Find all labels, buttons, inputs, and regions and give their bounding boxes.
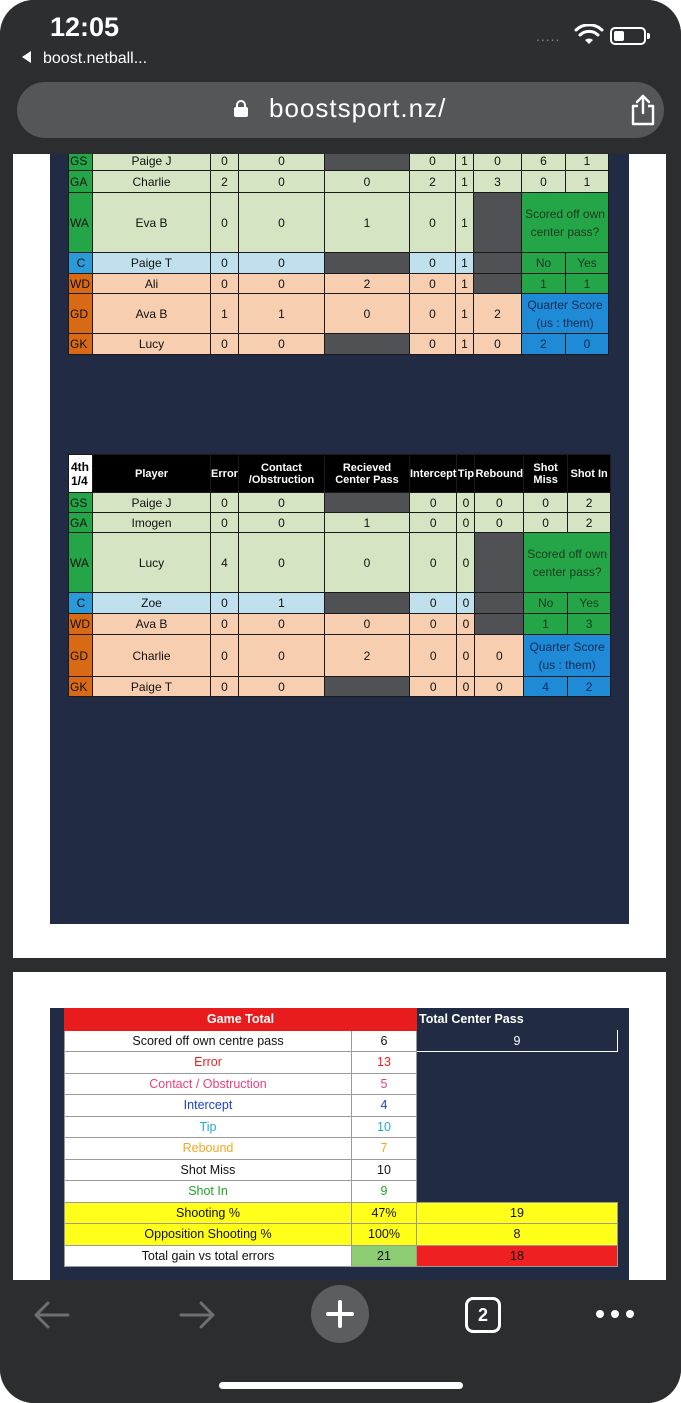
- table-cell: [325, 154, 410, 171]
- table-cell: 1: [325, 513, 410, 533]
- table-cell: Lucy: [93, 533, 211, 593]
- table-cell: 0: [211, 193, 239, 253]
- table-cell: 0: [239, 614, 325, 635]
- table-cell: 0: [457, 635, 475, 677]
- table-cell: Scored off own center pass?: [522, 193, 609, 253]
- table-cell: WD: [69, 274, 93, 294]
- table-cell: [325, 677, 410, 697]
- table-cell: 2: [211, 171, 239, 193]
- table-cell: 0: [457, 533, 475, 593]
- table-cell: 0: [474, 154, 522, 171]
- table-row: [69, 513, 611, 533]
- table-cell: 0: [524, 493, 568, 513]
- table-row: [69, 253, 609, 274]
- table-cell: Quarter Score (us : them): [524, 635, 611, 677]
- table-header-row: [65, 1009, 618, 1031]
- table-row: [65, 1224, 618, 1246]
- table-cell: Recieved Center Pass: [325, 455, 410, 493]
- table-cell: GK: [69, 677, 93, 697]
- table-cell: 0: [474, 334, 522, 355]
- table-cell: 4th 1/4: [69, 455, 93, 493]
- table-cell: Charlie: [93, 635, 211, 677]
- table-cell: 0: [410, 154, 456, 171]
- address-bar[interactable]: [17, 82, 664, 138]
- table-cell: 0: [211, 154, 239, 171]
- table-row: [69, 154, 609, 171]
- table-cell: [417, 1181, 618, 1203]
- table-cell: Error: [65, 1052, 352, 1074]
- table-cell: 5: [352, 1073, 417, 1095]
- table-cell: 2: [325, 274, 410, 294]
- table-cell: WD: [69, 614, 93, 635]
- table-cell: 0: [524, 513, 568, 533]
- table-cell: GS: [69, 154, 93, 171]
- table-cell: GK: [69, 334, 93, 355]
- table-cell: 1: [325, 193, 410, 253]
- table-cell: 0: [475, 513, 524, 533]
- table-cell: [417, 1138, 618, 1160]
- table-cell: GA: [69, 513, 93, 533]
- battery-icon: [610, 27, 646, 45]
- table-cell: [325, 334, 410, 355]
- table-cell: WA: [69, 193, 93, 253]
- table-cell: 0: [239, 493, 325, 513]
- table-row: [69, 635, 611, 677]
- table-cell: Tip: [457, 455, 475, 493]
- table-cell: 0: [566, 334, 609, 355]
- table-row: [65, 1159, 618, 1181]
- table-cell: 21: [352, 1245, 417, 1267]
- table-cell: Shooting %: [65, 1202, 352, 1224]
- table-cell: Ali: [93, 274, 211, 294]
- table-cell: 0: [457, 493, 475, 513]
- table-row: [69, 677, 611, 697]
- table-cell: Opposition Shooting %: [65, 1224, 352, 1246]
- table-cell: Eva B: [93, 193, 211, 253]
- table-row: [65, 1138, 618, 1160]
- table-cell: 0: [410, 513, 457, 533]
- table-cell: Error: [211, 455, 239, 493]
- table-cell: 6: [352, 1030, 417, 1052]
- table-cell: Intercept: [410, 455, 457, 493]
- table-cell: Lucy: [93, 334, 211, 355]
- table-cell: [417, 1095, 618, 1117]
- table-cell: 1: [456, 193, 474, 253]
- table-cell: Total gain vs total errors: [65, 1245, 352, 1267]
- table-row: [65, 1181, 618, 1203]
- table-cell: [475, 614, 524, 635]
- table-cell: 0: [410, 493, 457, 513]
- page-sheet-1: [13, 154, 666, 958]
- table-cell: 1: [456, 274, 474, 294]
- table-cell: Ava B: [93, 294, 211, 334]
- table-cell: Ava B: [93, 614, 211, 635]
- table-cell: Player: [93, 455, 211, 493]
- back-app-label: boost.netball...: [43, 50, 148, 67]
- table-cell: Shot In: [568, 455, 611, 493]
- table-cell: Yes: [566, 253, 609, 274]
- total-center-value: 9: [417, 1030, 618, 1052]
- table-cell: [474, 253, 522, 274]
- table-cell: 0: [410, 334, 456, 355]
- back-arrow-icon[interactable]: [32, 1300, 72, 1330]
- table-cell: [325, 253, 410, 274]
- table-cell: WA: [69, 533, 93, 593]
- table-cell: Tip: [65, 1116, 352, 1138]
- table-cell: GS: [69, 493, 93, 513]
- table-cell: 1: [239, 294, 325, 334]
- forward-arrow-icon[interactable]: [177, 1300, 217, 1330]
- table-cell: [417, 1073, 618, 1095]
- table-row: [69, 334, 609, 355]
- page-sheet-2: [13, 972, 666, 1280]
- table-cell: [474, 193, 522, 253]
- table-cell: 8: [417, 1224, 618, 1246]
- table-cell: 1: [566, 171, 609, 193]
- table-cell: 0: [457, 593, 475, 614]
- table-cell: [417, 1116, 618, 1138]
- table-cell: 1: [456, 154, 474, 171]
- table-cell: Contact / Obstruction: [65, 1073, 352, 1095]
- table-cell: 0: [457, 677, 475, 697]
- share-icon[interactable]: [629, 94, 657, 126]
- table-cell: Contact /Obstruction: [239, 455, 325, 493]
- table-row: [69, 493, 611, 513]
- table-row: [69, 274, 609, 294]
- new-tab-button[interactable]: [311, 1285, 369, 1343]
- table-cell: [417, 1052, 618, 1074]
- table-cell: 10: [352, 1159, 417, 1181]
- table-row: [65, 1073, 618, 1095]
- table-row: [69, 533, 611, 593]
- home-indicator: [219, 1382, 463, 1389]
- table-cell: 18: [417, 1245, 618, 1267]
- table-cell: Shot In: [65, 1181, 352, 1203]
- table-cell: 1: [566, 154, 609, 171]
- table-cell: 0: [325, 171, 410, 193]
- table-cell: 1: [239, 593, 325, 614]
- table-cell: 47%: [352, 1202, 417, 1224]
- back-triangle-icon: [22, 51, 31, 63]
- table-cell: 0: [325, 533, 410, 593]
- table-cell: 4: [211, 533, 239, 593]
- table-cell: 0: [410, 294, 456, 334]
- table-cell: 10: [352, 1116, 417, 1138]
- table-cell: 0: [239, 533, 325, 593]
- table-cell: C: [69, 593, 93, 614]
- lock-icon: [234, 100, 248, 117]
- table-cell: Paige J: [93, 154, 211, 171]
- table-cell: Imogen: [93, 513, 211, 533]
- wifi-icon: [574, 24, 604, 46]
- table-cell: 0: [410, 614, 457, 635]
- table-cell: [475, 533, 524, 593]
- table-cell: 0: [239, 334, 325, 355]
- table-cell: 0: [211, 274, 239, 294]
- table-cell: 0: [325, 294, 410, 334]
- table-cell: 0: [410, 193, 456, 253]
- table-cell: 2: [568, 677, 611, 697]
- table-row: [69, 171, 609, 193]
- signal-icon: .....: [536, 28, 561, 44]
- table-cell: 0: [410, 593, 457, 614]
- table-cell: 1: [211, 294, 239, 334]
- table-cell: 2: [325, 635, 410, 677]
- table-cell: 0: [239, 154, 325, 171]
- table-cell: Paige T: [93, 253, 211, 274]
- table-cell: 0: [325, 614, 410, 635]
- tabs-button[interactable]: 2: [465, 1297, 501, 1333]
- table-cell: 1: [456, 171, 474, 193]
- quarter-4-table: [68, 454, 611, 697]
- table-cell: 2: [568, 513, 611, 533]
- table-cell: 0: [475, 677, 524, 697]
- table-cell: 9: [352, 1181, 417, 1203]
- table-row: [69, 193, 609, 253]
- table-cell: [325, 593, 410, 614]
- table-cell: Game Total: [65, 1009, 417, 1031]
- table-cell: 4: [524, 677, 568, 697]
- status-bar: [0, 0, 681, 80]
- table-cell: 0: [475, 493, 524, 513]
- table-cell: 2: [410, 171, 456, 193]
- table-cell: 0: [239, 677, 325, 697]
- table-cell: 0: [410, 677, 457, 697]
- table-cell: 0: [239, 171, 325, 193]
- table-cell: 13: [352, 1052, 417, 1074]
- table-cell: 100%: [352, 1224, 417, 1246]
- game-total-table: [64, 1008, 618, 1267]
- table-cell: 0: [211, 614, 239, 635]
- table-cell: 1: [456, 334, 474, 355]
- table-cell: Zoe: [93, 593, 211, 614]
- table-cell: 0: [239, 253, 325, 274]
- table-cell: 0: [211, 334, 239, 355]
- table-header-row: [69, 455, 611, 493]
- table-cell: [474, 274, 522, 294]
- table-row: [69, 593, 611, 614]
- table-cell: 0: [410, 274, 456, 294]
- table-cell: 0: [211, 677, 239, 697]
- table-cell: 2: [568, 493, 611, 513]
- table-row: [69, 294, 609, 334]
- table-cell: 0: [522, 171, 566, 193]
- table-cell: 1: [522, 274, 566, 294]
- table-cell: GD: [69, 294, 93, 334]
- table-cell: 2: [522, 334, 566, 355]
- table-cell: 4: [352, 1095, 417, 1117]
- table-cell: 0: [211, 493, 239, 513]
- table-cell: [475, 593, 524, 614]
- table-cell: GD: [69, 635, 93, 677]
- table-cell: 0: [211, 513, 239, 533]
- table-cell: 0: [410, 533, 457, 593]
- table-cell: [325, 493, 410, 513]
- table-row: [65, 1030, 618, 1052]
- table-cell: 19: [417, 1202, 618, 1224]
- url-text: boostsport.nz/: [269, 93, 447, 123]
- table-row: [65, 1095, 618, 1117]
- table-cell: Yes: [568, 593, 611, 614]
- back-to-app-link[interactable]: [22, 50, 147, 68]
- table-cell: Paige J: [93, 493, 211, 513]
- quarter-3-table: [68, 154, 609, 355]
- more-icon[interactable]: [596, 1308, 636, 1320]
- table-cell: 1: [456, 294, 474, 334]
- table-cell: [417, 1159, 618, 1181]
- table-cell: 0: [410, 635, 457, 677]
- table-cell: 3: [568, 614, 611, 635]
- table-cell: Shot Miss: [65, 1159, 352, 1181]
- table-cell: 0: [239, 635, 325, 677]
- table-cell: Rebound: [475, 455, 524, 493]
- table-row: [69, 614, 611, 635]
- table-cell: Scored off own center pass?: [524, 533, 611, 593]
- table-cell: 1: [524, 614, 568, 635]
- total-label: Scored off own centre pass: [65, 1030, 352, 1052]
- table-cell: 6: [522, 154, 566, 171]
- table-cell: 3: [474, 171, 522, 193]
- table-cell: Intercept: [65, 1095, 352, 1117]
- table-cell: Shot Miss: [524, 455, 568, 493]
- table-cell: 0: [457, 614, 475, 635]
- table-cell: 0: [211, 593, 239, 614]
- table-row: [65, 1202, 618, 1224]
- table-cell: No: [522, 253, 566, 274]
- table-cell: Charlie: [93, 171, 211, 193]
- table-cell: GA: [69, 171, 93, 193]
- table-cell: 0: [457, 513, 475, 533]
- table-cell: Total Center Pass: [417, 1009, 618, 1031]
- table-cell: Paige T: [93, 677, 211, 697]
- table-row: [65, 1116, 618, 1138]
- table-row: [65, 1245, 618, 1267]
- table-cell: C: [69, 253, 93, 274]
- table-cell: No: [524, 593, 568, 614]
- web-content[interactable]: [0, 154, 681, 1280]
- clock: 12:05: [50, 12, 120, 42]
- table-cell: 2: [474, 294, 522, 334]
- table-cell: 0: [239, 513, 325, 533]
- table-cell: Rebound: [65, 1138, 352, 1160]
- table-cell: 1: [566, 274, 609, 294]
- table-cell: 0: [211, 253, 239, 274]
- table-cell: 7: [352, 1138, 417, 1160]
- table-cell: 0: [239, 274, 325, 294]
- table-cell: Quarter Score (us : them): [522, 294, 609, 334]
- table-cell: 0: [211, 635, 239, 677]
- table-cell: 0: [239, 193, 325, 253]
- table-row: [65, 1052, 618, 1074]
- table-cell: 0: [410, 253, 456, 274]
- table-cell: 1: [456, 253, 474, 274]
- table-cell: 0: [475, 635, 524, 677]
